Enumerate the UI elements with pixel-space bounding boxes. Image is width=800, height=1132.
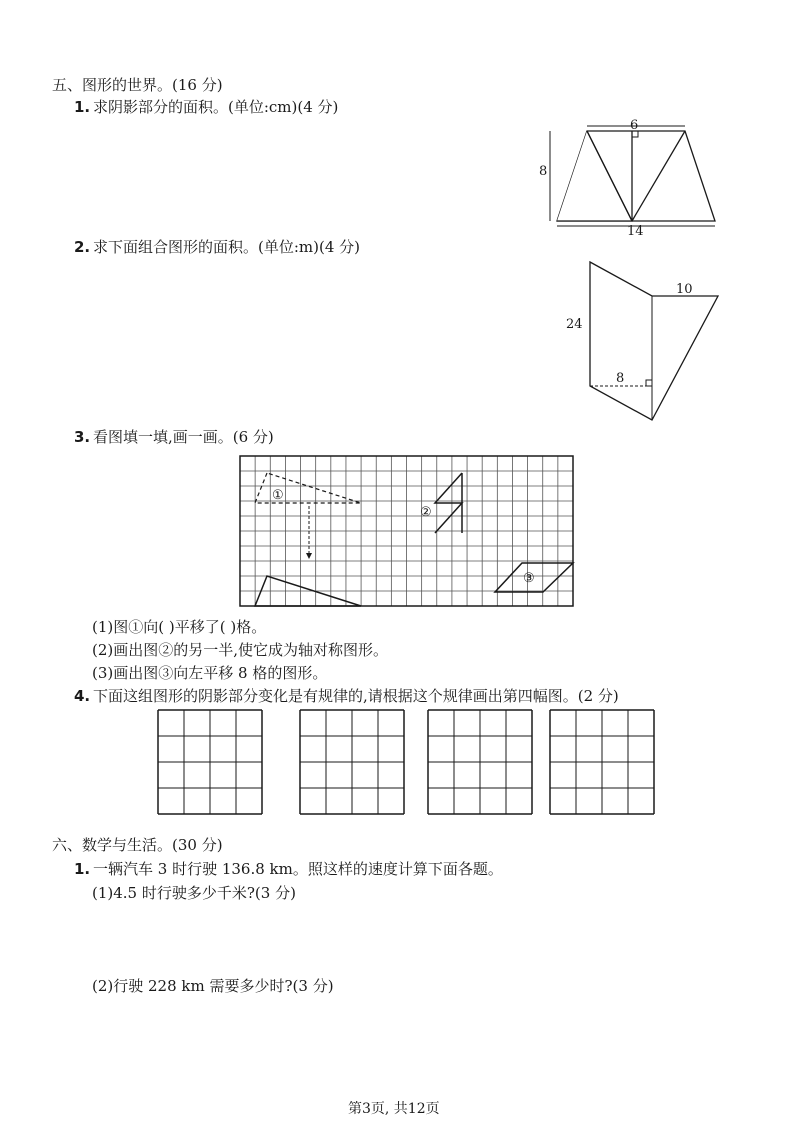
q3-sub3: (3)画出图③向左平移 8 格的图形。 (92, 664, 328, 682)
q2-label-right: 10 (676, 282, 693, 297)
section6-heading: 六、数学与生活。(30 分) (52, 836, 223, 854)
shape-2-half (435, 473, 462, 533)
q1-number: 1. (74, 98, 91, 116)
shaded-triangle-left (557, 131, 632, 221)
q4-grid-4 (550, 710, 654, 814)
q2-label-bottom: 8 (616, 371, 625, 386)
q1-figure (539, 118, 715, 239)
q2-text: 求下面组合图形的面积。(单位:m)(4 分) (93, 238, 360, 256)
section5-heading: 五、图形的世界。(16 分) (52, 76, 223, 94)
move-arrow-head (306, 553, 312, 559)
q3-grid-figure (240, 456, 574, 607)
q3-sub1: (1)图①向( )平移了( )格。 (92, 618, 267, 636)
s6-q1-number: 1. (74, 860, 91, 878)
q1-text: 求阴影部分的面积。(单位:cm)(4 分) (93, 98, 339, 116)
s6-q1-sub1: (1)4.5 时行驶多少千米?(3 分) (92, 884, 296, 902)
composite-outline (590, 262, 718, 420)
q2-figure (566, 258, 726, 428)
q4-text: 下面这组图形的阴影部分变化是有规律的,请根据这个规律画出第四幅图。(2 分) (93, 687, 619, 705)
q3-number: 3. (74, 428, 91, 446)
right-angle-mark (646, 380, 652, 386)
triangle-right-edge (632, 131, 685, 221)
page-footer: 第3页, 共12页 (348, 1101, 440, 1117)
q1-label-bottom: 14 (627, 224, 644, 239)
q3-text: 看图填一填,画一画。(6 分) (93, 428, 274, 446)
shape-3-marker: ③ (523, 571, 535, 586)
shape-1-triangle (255, 473, 361, 503)
q4-grid-1 (158, 710, 262, 814)
q1-label-left: 8 (539, 164, 548, 179)
q4-grid-2 (300, 710, 404, 814)
q2-label-left: 24 (566, 317, 583, 332)
q1-label-top: 6 (630, 118, 639, 133)
shape-1-marker: ① (272, 488, 284, 503)
q3-sub2: (2)画出图②的另一半,使它成为轴对称图形。 (92, 641, 389, 659)
q4-grid-3 (428, 710, 532, 814)
q2-number: 2. (74, 238, 91, 256)
shape-2-marker: ② (420, 505, 432, 520)
s6-q1-text: 一辆汽车 3 时行驶 136.8 km。照这样的速度计算下面各题。 (93, 860, 503, 878)
s6-q1-sub2: (2)行驶 228 km 需要多少时?(3 分) (92, 977, 334, 995)
q4-number: 4. (74, 687, 91, 705)
